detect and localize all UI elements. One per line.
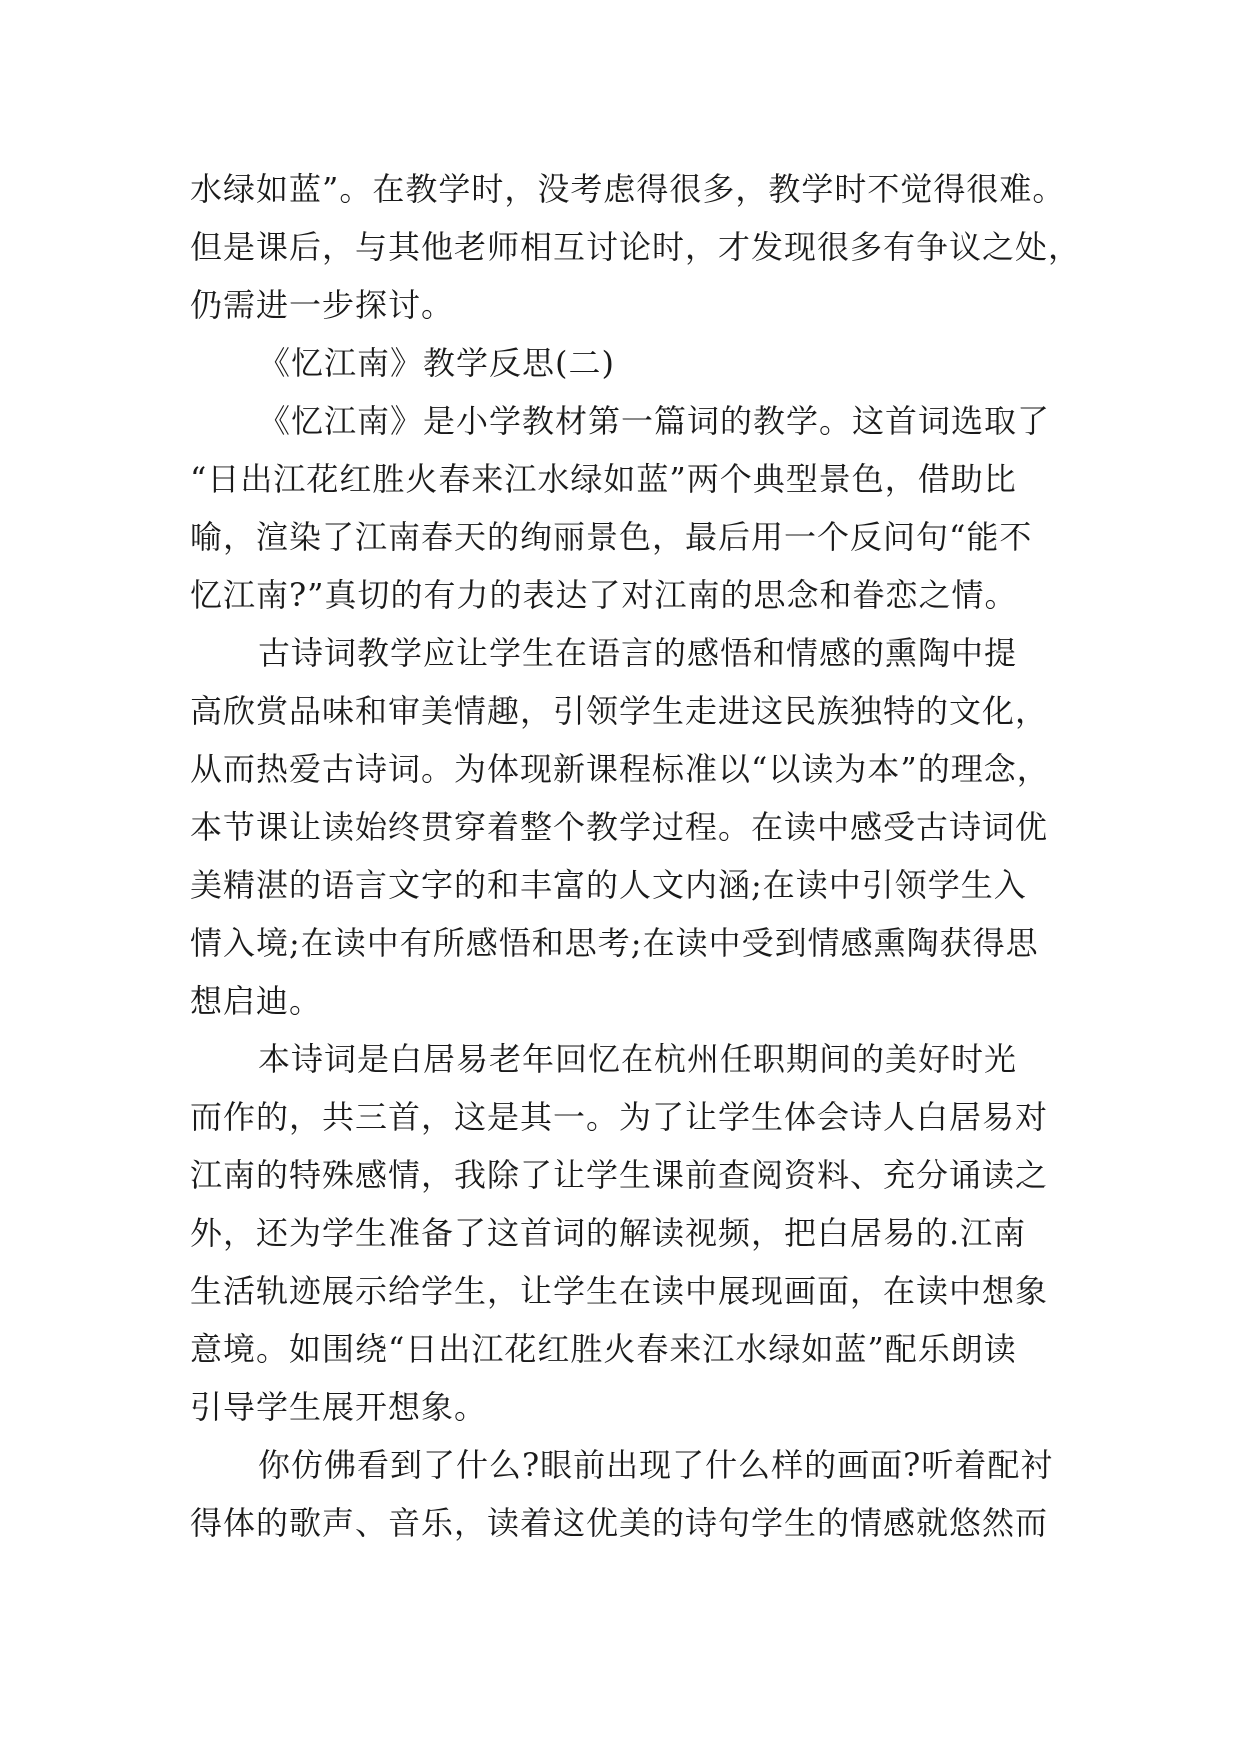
text-line: 引导学生展开想象。 — [190, 1388, 488, 1426]
text-line: 水绿如蓝”。在教学时，没考虑得很多，教学时不觉得很难。 — [190, 170, 1066, 208]
text-line: 江南的特殊感情，我除了让学生课前查阅资料、充分诵读之 — [190, 1156, 1049, 1194]
text-line: 《忆江南》教学反思(二) — [258, 344, 615, 382]
text-line: 高欣赏品味和审美情趣，引领学生走进这民族独特的文化， — [190, 692, 1049, 730]
text-line: 但是课后，与其他老师相互讨论时，才发现很多有争议之处， — [190, 228, 1082, 266]
text-line: 从而热爱古诗词。为体现新课程标准以“以读为本”的理念， — [190, 750, 1050, 788]
text-line: 忆江南?”真切的有力的表达了对江南的思念和眷恋之情。 — [190, 576, 1018, 614]
text-line: 意境。如围绕“日出江花红胜火春来江水绿如蓝”配乐朗读 — [190, 1330, 1017, 1368]
text-line: 喻，渲染了江南春天的绚丽景色，最后用一个反问句“能不 — [190, 518, 1033, 556]
text-line: 仍需进一步探讨。 — [190, 286, 455, 324]
text-line: 生活轨迹展示给学生，让学生在读中展现画面，在读中想象 — [190, 1272, 1049, 1310]
text-line: 本诗词是白居易老年回忆在杭州任职期间的美好时光 — [258, 1040, 1018, 1078]
document-text-body — [190, 160, 1082, 1552]
text-line: 古诗词教学应让学生在语言的感悟和情感的熏陶中提 — [258, 634, 1018, 672]
text-line: “日出江花红胜火春来江水绿如蓝”两个典型景色，借助比 — [190, 460, 1017, 498]
text-line: 外，还为学生准备了这首词的解读视频，把白居易的.江南 — [190, 1214, 1027, 1252]
text-line: 而作的，共三首，这是其一。为了让学生体会诗人白居易对 — [190, 1098, 1049, 1136]
text-line: 美精湛的语言文字的和丰富的人文内涵;在读中引领学生入 — [190, 866, 1027, 904]
text-line: 本节课让读始终贯穿着整个教学过程。在读中感受古诗词优 — [190, 808, 1049, 846]
text-line: 《忆江南》是小学教材第一篇词的教学。这首词选取了 — [258, 402, 1051, 440]
text-line: 得体的歌声、音乐，读着这优美的诗句学生的情感就悠然而 — [190, 1504, 1049, 1542]
text-line: 想启迪。 — [190, 982, 323, 1020]
text-line: 你仿佛看到了什么?眼前出现了什么样的画面?听着配衬 — [258, 1446, 1054, 1484]
text-line: 情入境;在读中有所感悟和思考;在读中受到情感熏陶获得思 — [190, 924, 1039, 962]
